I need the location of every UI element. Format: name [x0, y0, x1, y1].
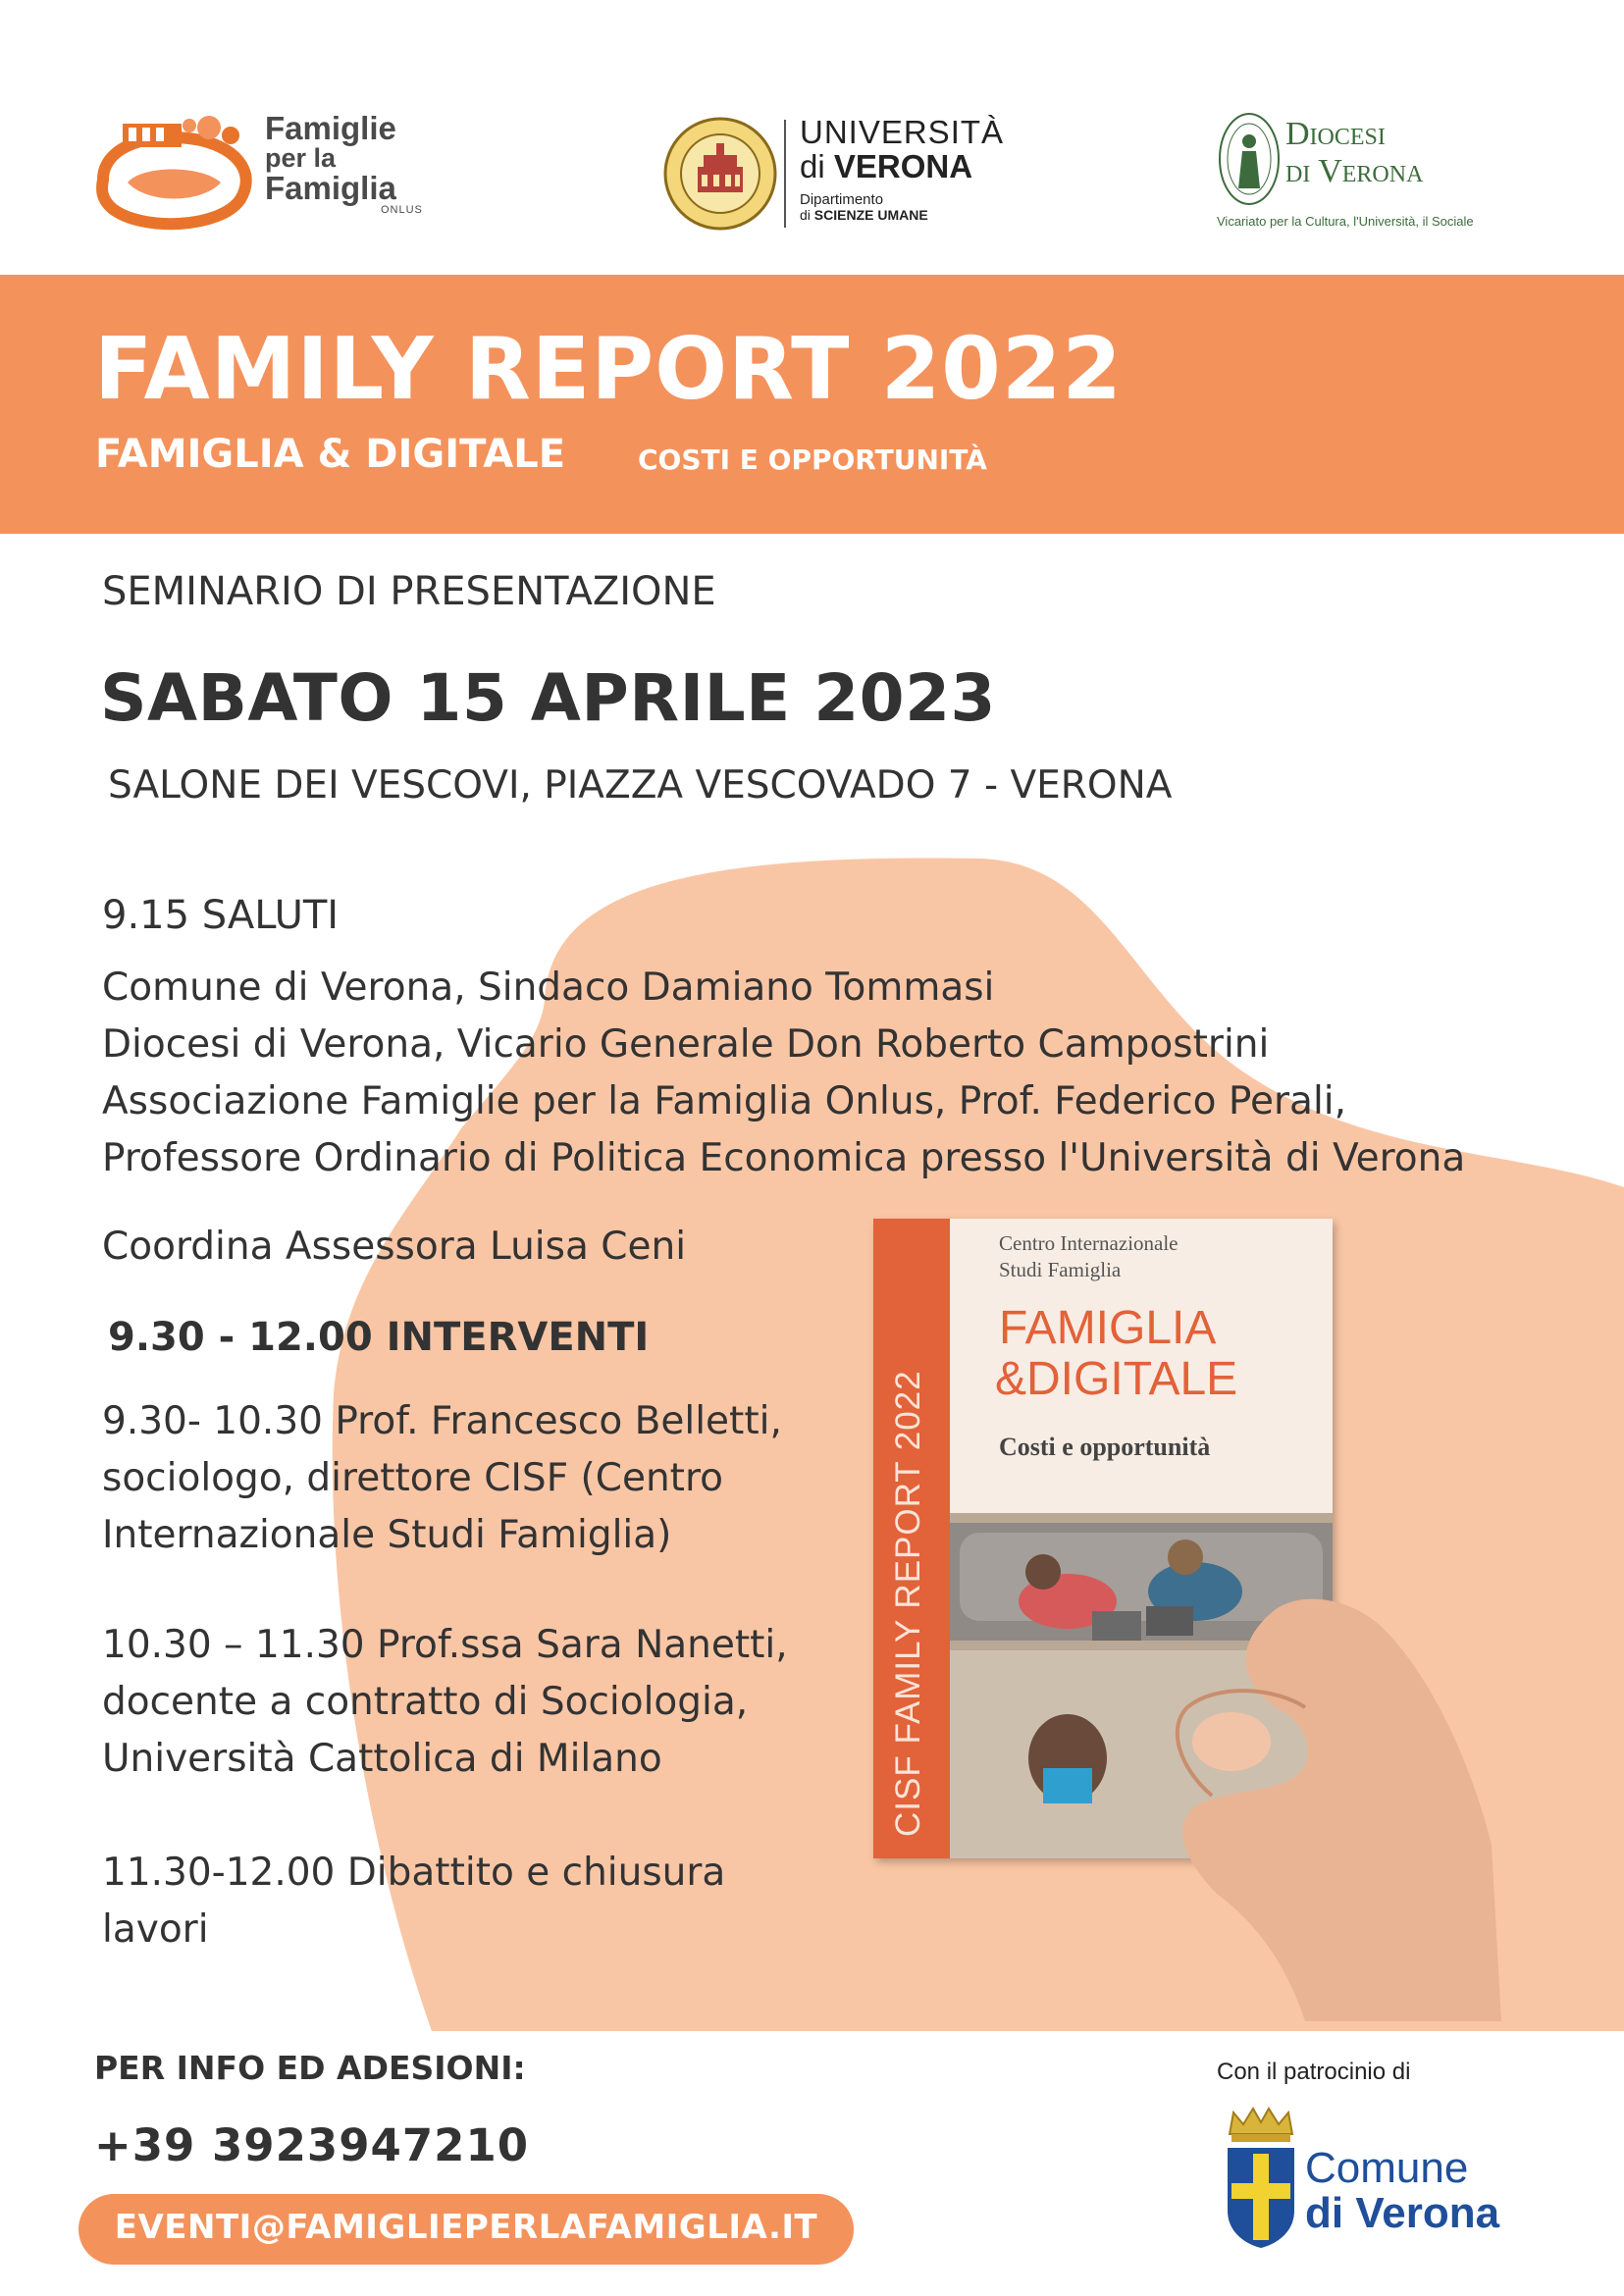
contact-phone[interactable]: +39 3923947210 [94, 2119, 530, 2171]
contact-email[interactable]: EVENTI@FAMIGLIEPERLAFAMIGLIA.IT [114, 2208, 818, 2247]
comune-line2: di Verona [1305, 2189, 1500, 2238]
book-spine-text: CISF FAMILY REPORT 2022 [889, 1370, 927, 1837]
book-top-line1: Centro Internazionale [999, 1231, 1179, 1255]
talk-line: lavori [102, 1907, 209, 1952]
diocesi-seal-icon [1217, 110, 1282, 208]
university-seal-icon [662, 116, 778, 232]
talk-line: Università Cattolica di Milano [102, 1737, 662, 1781]
saluti-line: Professore Ordinario di Politica Economica presso l'Università di Verona [102, 1136, 1466, 1180]
universita-di: di [800, 148, 834, 184]
comune-crest-icon [1222, 2105, 1300, 2252]
diocesi-logo-subtitle: Vicariato per la Cultura, l'Università, il Sociale [1217, 214, 1474, 229]
diocesi-logo-line1: Diocesi [1285, 116, 1386, 152]
saluti-line: Comune di Verona, Sindaco Damiano Tommasi [102, 965, 995, 1010]
patrocinio-label: Con il patrocinio di [1217, 2059, 1411, 2085]
talk-line: 10.30 – 11.30 Prof.ssa Sara Nanetti, [102, 1623, 788, 1667]
famiglie-logo-line3: Famiglia [265, 170, 396, 207]
page-subtitle: FAMIGLIA & DIGITALE [95, 432, 566, 477]
saluti-line: Diocesi di Verona, Vicario Generale Don Roberto Campostrini [102, 1022, 1270, 1067]
talk-line: Internazionale Studi Famiglia) [102, 1513, 672, 1557]
talk-line: 11.30-12.00 Dibattito e chiusura [102, 1851, 726, 1895]
comune-line1: Comune [1305, 2144, 1469, 2192]
book-title-line1: FAMIGLIA [999, 1302, 1217, 1354]
talk-belletti [102, 1393, 782, 1564]
saluti-list [102, 960, 1465, 1187]
book-subtitle: Costi e opportunità [999, 1433, 1211, 1461]
logo-divider [784, 120, 786, 228]
talk-dibattito [102, 1845, 725, 1958]
universita-department: SCIENZE UMANE [813, 207, 928, 223]
talk-line: 9.30- 10.30 Prof. Francesco Belletti, [102, 1399, 782, 1443]
talk-line: sociologo, direttore CISF (Centro [102, 1456, 724, 1500]
famiglie-logo-line4: ONLUS [381, 203, 423, 216]
talk-nanetti [102, 1617, 788, 1788]
famiglie-logo-line2: per la [265, 142, 337, 173]
book-spine [873, 1219, 950, 1858]
diocesi-verona-logo [1217, 110, 1570, 233]
universita-logo-line2 [800, 150, 1004, 183]
saluti-line: Associazione Famiglie per la Famiglia Onlus, Prof. Federico Perali, [102, 1079, 1347, 1123]
book-top-line2: Studi Famiglia [999, 1258, 1122, 1281]
coordinator: Coordina Assessora Luisa Ceni [102, 1225, 687, 1269]
email-pill[interactable] [79, 2194, 854, 2265]
event-type: SEMINARIO DI PRESENTAZIONE [102, 569, 716, 614]
talk-line: docente a contratto di Sociologia, [102, 1680, 749, 1724]
event-date: SABATO 15 APRILE 2023 [100, 660, 996, 736]
universita-logo-line4 [800, 208, 1004, 222]
event-venue: SALONE DEI VESCOVI, PIAZZA VESCOVADO 7 - VERONA [108, 763, 1173, 808]
book-publisher [999, 1230, 1179, 1283]
universita-logo-line1: UNIVERSITÀ [800, 114, 1005, 150]
universita-logo-line3: Dipartimento [800, 191, 884, 208]
famiglie-per-la-famiglia-logo [93, 106, 427, 234]
universita-verona-logo [662, 116, 1021, 234]
page-title: FAMILY REPORT 2022 [94, 319, 1123, 419]
comune-verona-logo [1222, 2105, 1555, 2252]
interventi-heading: 9.30 - 12.00 INTERVENTI [108, 1315, 650, 1360]
famiglie-logo-icon [93, 106, 260, 234]
famiglie-logo-line1: Famiglie [265, 110, 396, 146]
universita-verona: VERONA [833, 148, 973, 184]
info-heading: PER INFO ED ADESIONI: [94, 2049, 526, 2087]
saluti-heading: 9.15 SALUTI [102, 893, 340, 938]
page-subtitle-secondary: COSTI E OPPORTUNITÀ [638, 444, 987, 476]
book-title-line2: &DIGITALE [995, 1353, 1238, 1405]
hand-illustration [1158, 1570, 1511, 2021]
diocesi-logo-line2: di Verona [1285, 153, 1424, 190]
universita-di-2: di [800, 207, 814, 223]
